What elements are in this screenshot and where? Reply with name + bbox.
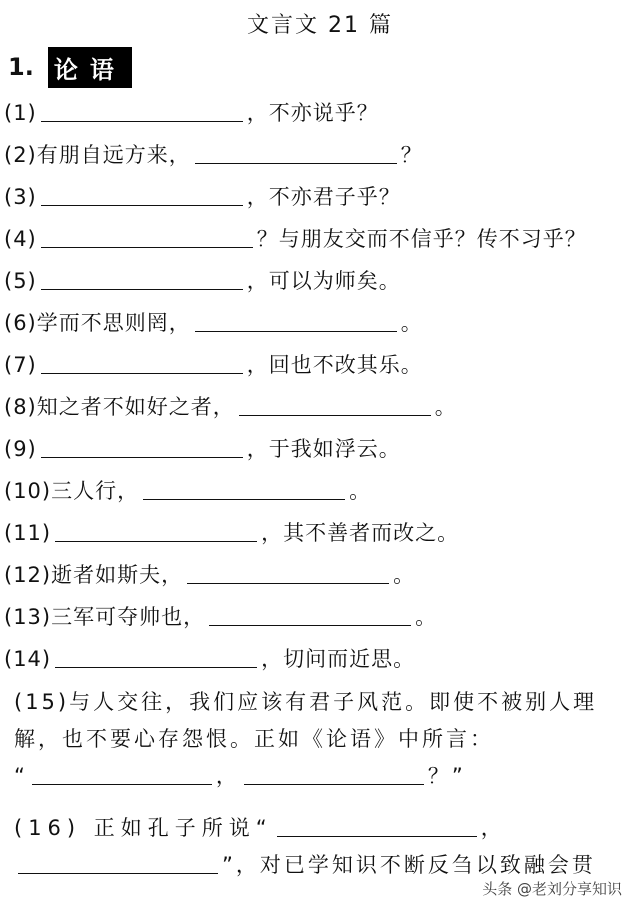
answer-blank[interactable] xyxy=(55,521,257,542)
question-7 xyxy=(4,350,423,380)
question-text: ，切问而近思。 xyxy=(261,647,416,671)
question-text: 知之者不如好之者， xyxy=(36,395,235,419)
question-number: (7) xyxy=(4,353,37,377)
question-number: (4) xyxy=(4,227,37,251)
answer-blank[interactable] xyxy=(41,269,243,290)
question-text: 。 xyxy=(415,605,438,629)
question-text: ，不亦君子乎？ xyxy=(246,185,401,209)
question-text: 与人交往，我们应该有君子风范。即使不被别人理 xyxy=(69,690,598,714)
question-text: ，于我如浮云。 xyxy=(246,437,401,461)
answer-blank[interactable] xyxy=(55,647,257,668)
question-11 xyxy=(4,518,459,548)
question-5 xyxy=(4,266,401,296)
question-text: 有朋自远方来， xyxy=(36,143,191,167)
question-text: 三人行， xyxy=(51,479,140,503)
section-number: 1. xyxy=(8,53,34,81)
question-text: 正如孔子所说“ xyxy=(93,816,273,840)
question-15-line-2: 解，也不要心存怨恨。正如《论语》中所言： xyxy=(14,727,494,751)
question-3 xyxy=(4,182,401,212)
question-number: (14) xyxy=(4,647,52,671)
answer-blank[interactable] xyxy=(244,764,424,785)
question-6 xyxy=(4,308,423,338)
question-number: (3) xyxy=(4,185,37,209)
answer-blank[interactable] xyxy=(209,605,411,626)
separator: ， xyxy=(215,764,240,788)
question-text: 。 xyxy=(434,395,457,419)
section-label: 论语 xyxy=(48,47,132,88)
question-text: ，可以为师矣。 xyxy=(246,269,401,293)
section-heading xyxy=(8,48,132,86)
question-13 xyxy=(4,602,437,632)
question-10 xyxy=(4,476,371,506)
answer-blank[interactable] xyxy=(143,479,345,500)
question-9 xyxy=(4,434,401,464)
answer-blank[interactable] xyxy=(41,185,243,206)
answer-blank[interactable] xyxy=(195,311,397,332)
answer-blank[interactable] xyxy=(41,353,243,374)
question-number: (15) xyxy=(14,690,70,714)
question-text: ，不亦说乎？ xyxy=(246,101,379,125)
question-16 xyxy=(14,810,630,884)
question-number: (1) xyxy=(4,101,37,125)
question-text: ？ xyxy=(400,143,423,167)
question-4 xyxy=(4,224,587,254)
question-number: (9) xyxy=(4,437,37,461)
question-15-line-3 xyxy=(14,758,630,795)
page-title: 文言文 21 篇 xyxy=(247,13,393,38)
answer-blank[interactable] xyxy=(277,816,477,837)
question-16-line-1 xyxy=(14,810,630,847)
open-quote: “ xyxy=(14,764,28,788)
question-number: (10) xyxy=(4,479,52,503)
question-8 xyxy=(4,392,457,422)
question-text: 。 xyxy=(393,563,416,587)
answer-blank[interactable] xyxy=(18,853,218,874)
question-text: ？与朋友交而不信乎？传不习乎？ xyxy=(256,227,587,251)
question-text: ，其不善者而改之。 xyxy=(261,521,460,545)
question-text: 逝者如斯夫， xyxy=(51,563,184,587)
question-15 xyxy=(14,684,630,795)
answer-blank[interactable] xyxy=(195,143,397,164)
answer-blank[interactable] xyxy=(41,437,243,458)
question-12 xyxy=(4,560,415,590)
answer-blank[interactable] xyxy=(32,764,212,785)
close-quote: ？” xyxy=(427,764,466,788)
question-number: (6) xyxy=(4,311,37,335)
watermark: 头条 @老刘分享知识 xyxy=(478,878,626,899)
question-15-line-1 xyxy=(14,684,630,721)
question-number: (12) xyxy=(4,563,52,587)
question-text: 三军可夺帅也， xyxy=(51,605,206,629)
question-text: 。 xyxy=(349,479,372,503)
answer-blank[interactable] xyxy=(239,395,431,416)
question-2 xyxy=(4,140,423,170)
question-14 xyxy=(4,644,415,674)
question-text: 。 xyxy=(400,311,423,335)
question-1 xyxy=(4,98,379,128)
question-text: 学而不思则罔， xyxy=(36,311,191,335)
question-number: (11) xyxy=(4,521,52,545)
question-number: (16) xyxy=(14,816,82,840)
question-number: (8) xyxy=(4,395,37,419)
answer-blank[interactable] xyxy=(41,227,253,248)
answer-blank[interactable] xyxy=(41,101,243,122)
question-number: (13) xyxy=(4,605,52,629)
question-number: (5) xyxy=(4,269,37,293)
answer-blank[interactable] xyxy=(187,563,389,584)
question-text: ，回也不改其乐。 xyxy=(246,353,423,377)
question-number: (2) xyxy=(4,143,37,167)
question-text: ”，对已学知识不断反刍以致融会贯 xyxy=(222,853,596,877)
question-text: ， xyxy=(480,816,508,840)
